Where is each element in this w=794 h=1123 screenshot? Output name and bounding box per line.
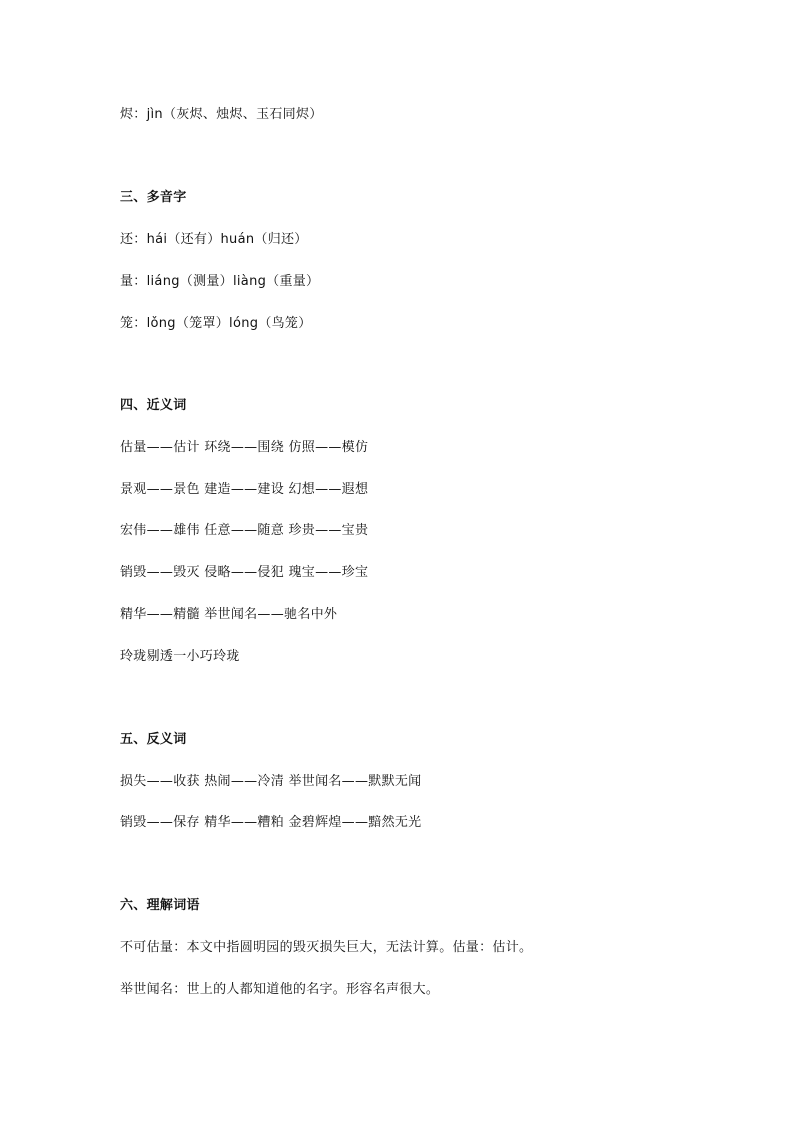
antonym-line-2: 销毁——保存 精华——糟粕 金碧辉煌——黯然无光 xyxy=(120,815,422,830)
text-line-long: 笼：lǒng（笼罩）lóng（鸟笼） xyxy=(120,316,312,331)
section-heading-synonyms: 四、近义词 xyxy=(120,398,187,413)
synonym-line-5: 精华——精髓 举世闻名——驰名中外 xyxy=(120,607,338,622)
meaning-line-1: 不可估量：本文中指圆明园的毁灭损失巨大，无法计算。估量：估计。 xyxy=(120,940,533,955)
text-line-hai: 还：hái（还有）huán（归还） xyxy=(120,232,308,247)
synonym-line-2: 景观——景色 建造——建设 幻想——遐想 xyxy=(120,482,369,497)
synonym-line-1: 估量——估计 环绕——围绕 仿照——模仿 xyxy=(120,440,369,455)
synonym-line-4: 销毁——毁灭 侵略——侵犯 瑰宝——珍宝 xyxy=(120,565,369,580)
text-line-liang: 量：liáng（测量）liàng（重量） xyxy=(120,274,320,289)
synonym-line-3: 宏伟——雄伟 任意——随意 珍贵——宝贵 xyxy=(120,523,369,538)
text-line-jin: 烬：jìn（灰烬、烛烬、玉石同烬） xyxy=(120,107,323,122)
meaning-line-2: 举世闻名：世上的人都知道他的名字。形容名声很大。 xyxy=(120,982,440,997)
section-heading-polyphonic: 三、多音字 xyxy=(120,190,187,205)
section-heading-antonyms: 五、反义词 xyxy=(120,732,187,747)
synonym-line-6: 玲珑剔透一小巧玲珑 xyxy=(120,649,240,664)
antonym-line-1: 损失——收获 热闹——冷清 举世闻名——默默无闻 xyxy=(120,774,422,789)
section-heading-word-meanings: 六、理解词语 xyxy=(120,898,200,913)
